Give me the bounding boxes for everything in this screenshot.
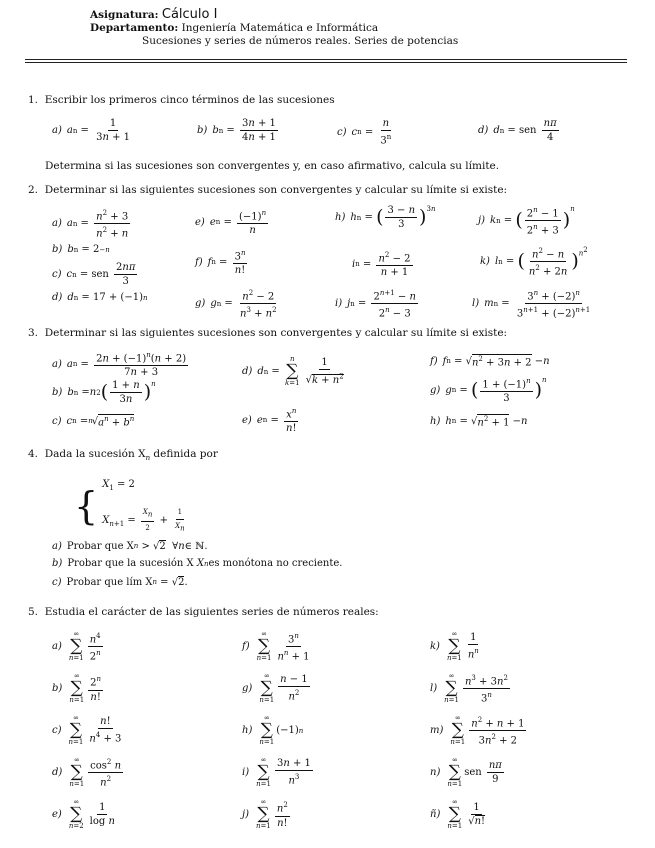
ex5-e: e) ∞ ∑ n=2 1 log n bbox=[52, 798, 115, 830]
ex4-a: a) Probar que X n > √ 2 ∀ n ∈ ℕ. bbox=[52, 540, 208, 552]
ex3-f: f) f n = √ $n^2 + 3n + 2$ − n bbox=[430, 355, 550, 369]
ex3-h: h) h n = √ $n^2 + 1$ − n bbox=[430, 415, 528, 429]
ex3-b: b) b n = n 2 ( 1 + n 3n ) $^n$ bbox=[52, 380, 156, 405]
exercise-1-followup: Determina si las sucesiones son convergentes y, en caso afirmativo, calcula su límite. bbox=[45, 160, 500, 172]
ex2-g: g) g n = $n^2 - 2$ $n^3 + n^2$ bbox=[195, 289, 277, 320]
ex3-g: g) g n = ( $1 + (-1)^n$ 3 ) $^n$ bbox=[430, 376, 547, 405]
ex1-c: c) c n = n 3$^n$ bbox=[337, 118, 392, 147]
ex4-b: b) Probar que la sucesión X X n es monótona no creciente. bbox=[52, 558, 343, 569]
ex5-d: d) ∞ ∑ n=1 $\cos^2 n$ $n^2$ bbox=[52, 756, 122, 789]
ex2-d: d) d n = 17 + (−1) n bbox=[52, 292, 148, 303]
ex5-i: i) ∞ ∑ n=1 3n + 1 $n^3$ bbox=[242, 756, 311, 788]
ex1-d: d) d n = sen nπ 4 bbox=[478, 118, 557, 143]
ex2-m: l) m n = $3^n + (-2)^n$ $3^{n+1} + (-2)^{n+1}$ bbox=[472, 289, 591, 320]
topic-line: Sucesiones y series de números reales. Series de potencias bbox=[142, 35, 459, 47]
ex2-h: h) h n = ( 3 − n 3 ) $^{3n}$ bbox=[335, 205, 436, 230]
document-header bbox=[90, 8, 458, 48]
ex2-i: i n = $n^2 - 2$ n + 1 bbox=[352, 251, 411, 279]
subject-name: Cálculo I bbox=[161, 7, 218, 22]
subject-label: Asignatura: bbox=[90, 9, 159, 21]
exercise-3-statement: 3. Determinar si las siguientes sucesiones son convergentes y calcular su límite si existe: bbox=[28, 327, 508, 339]
ex2-k: j) k n = ( $2^n - 1$ $2^n + 3$ ) $^n$ bbox=[478, 205, 575, 237]
ex3-e: e) e n = $x^n$ n! bbox=[242, 407, 297, 435]
ex2-e: e) e n = $(-1)^n$ n bbox=[195, 209, 267, 237]
ex5-b: b) ∞ ∑ n=1 2$^n$ n! bbox=[52, 672, 102, 704]
ex3-c: c) c n = n √ $a^n + b^n$ bbox=[52, 415, 135, 429]
ex2-j: i) j n = $2^{n+1} - n$ $2^n - 3$ bbox=[335, 289, 416, 320]
department-name: Ingeniería Matemática e Informática bbox=[181, 22, 379, 34]
ex5-g: g) ∞ ∑ n=1 n − 1 $n^2$ bbox=[242, 672, 308, 704]
ex2-l: k) l n = ( $n^2 - n$ $n^2 + 2n$ ) $^{n^2}$ bbox=[480, 246, 588, 278]
ex2-c: c) c n = sen 2nπ 3 bbox=[52, 262, 136, 287]
ex2-b: b) b n = 2 −n bbox=[52, 244, 110, 255]
ex3-a: a) a n = $2n + (-1)^n(n + 2)$ 7n + 3 bbox=[52, 351, 187, 379]
header-rule-bottom bbox=[25, 62, 627, 63]
department-label: Departamento: bbox=[90, 22, 179, 34]
ex5-j: j) ∞ ∑ n=1 $n^2$ n! bbox=[242, 798, 288, 830]
exercise-1-statement: 1. Escribir los primeros cinco términos de las sucesiones bbox=[28, 94, 335, 106]
exercise-2-statement: 2. Determinar si las siguientes sucesiones son convergentes y calcular su límite si existe: bbox=[28, 184, 508, 196]
ex5-enie: ñ) ∞ ∑ n=1 1 √n! bbox=[430, 798, 486, 830]
ex5-c: c) ∞ ∑ n=1 n! $n^4 + 3$ bbox=[52, 714, 122, 746]
ex1-b: b) b n = 3n + 1 4n + 1 bbox=[197, 118, 276, 143]
exercise-4-statement: 4. Dada la sucesión $X_n$ definida por bbox=[28, 448, 218, 463]
exercise-5-statement: 5. Estudia el carácter de las siguientes series de números reales: bbox=[28, 606, 379, 618]
header-rule-top bbox=[25, 59, 627, 60]
ex1-a: a) a n = 1 3n + 1 bbox=[52, 118, 131, 143]
ex3-d: d) d n = n ∑ k=1 1 $√k + n^2$ bbox=[242, 355, 344, 387]
ex2-f: f) f n = 3$^n$ n! bbox=[195, 249, 246, 277]
ex5-m: m) ∞ ∑ n=1 $n^2 + n + 1$ $3n^2 + 2$ bbox=[430, 714, 525, 747]
ex2-a: a) a n = $n^2 + 3$ $n^2 + n$ bbox=[52, 209, 129, 240]
ex4-recurrence-system: { $X_1 = 2$ $X_{n+1}$ = $\frac{X_n}{2}$ + $\frac{1}{X_n}$ bbox=[74, 479, 185, 533]
ex5-k: k) ∞ ∑ n=1 1 $n^n$ bbox=[430, 630, 479, 662]
ex5-f: f) ∞ ∑ n=1 3$^n$ $n^n + 1$ bbox=[242, 630, 310, 663]
ex4-c: c) Probar que lím X n = √ 2 . bbox=[52, 576, 188, 588]
ex5-h: h) ∞ ∑ n=1 (−1) n bbox=[242, 714, 304, 746]
ex5-l: l) ∞ ∑ n=1 $n^3 + 3n^2$ 3$^n$ bbox=[430, 672, 508, 705]
ex5-n: n) ∞ ∑ n=1 sen nπ 9 bbox=[430, 756, 502, 788]
ex5-a: a) ∞ ∑ n=1 $n^4$ 2$^n$ bbox=[52, 630, 101, 663]
